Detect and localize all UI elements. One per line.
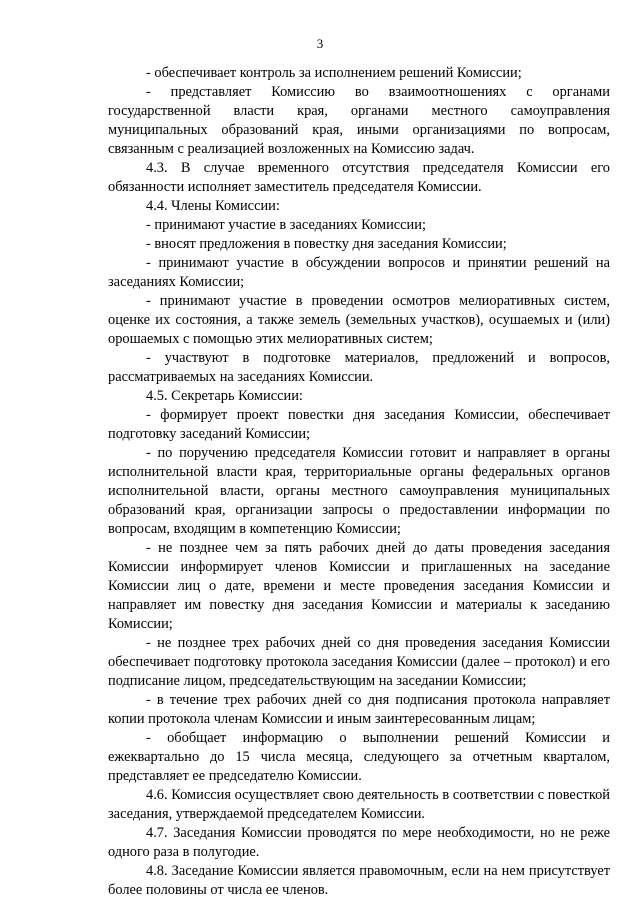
paragraph: 4.3. В случае временного отсутствия председателя Комиссии его обязанности исполняет заместитель председателя Комиссии. — [108, 160, 610, 195]
paragraph: - не позднее трех рабочих дней со дня проведения заседания Комиссии обеспечивает подготовку протокола заседания Комиссии (далее – протокол) и его подписание лицом, председательствующим на заседании Комиссии; — [108, 635, 610, 689]
paragraph: 4.8. Заседание Комиссии является правомочным, если на нем присутствует более половины от числа ее членов. — [108, 863, 610, 898]
paragraph: 4.7. Заседания Комиссии проводятся по мере необходимости, но не реже одного раза в полугодие. — [108, 825, 610, 860]
paragraph: - не позднее чем за пять рабочих дней до даты проведения заседания Комиссии информирует членов Комиссии и приглашенных на заседание Комиссии лиц о дате, времени и месте проведения заседания Комиссии и направляет им повестку дня заседания Комиссии и материалы к заседанию Комиссии; — [108, 540, 610, 632]
paragraph: - в течение трех рабочих дней со дня подписания протокола направляет копии протокола членам Комиссии и иным заинтересованным лицам; — [108, 692, 610, 727]
paragraph: - участвуют в подготовке материалов, предложений и вопросов, рассматриваемых на заседаниях Комиссии. — [108, 350, 610, 385]
paragraph: 4.6. Комиссия осуществляет свою деятельность в соответствии с повесткой заседания, утверждаемой председателем Комиссии. — [108, 787, 610, 822]
paragraph: - вносят предложения в повестку дня заседания Комиссии; — [146, 236, 507, 252]
paragraph: - по поручению председателя Комиссии готовит и направляет в органы исполнительной власти края, территориальные органы федеральных органов исполнительной власти, органы местного самоуправления муниципальных образований края, организации запросы о предоставлении информации по вопросам, входящим в компетенцию Комиссии; — [108, 445, 610, 537]
paragraph: - принимают участие в заседаниях Комиссии; — [146, 217, 426, 233]
paragraph: 4.4. Члены Комиссии: — [146, 198, 280, 214]
paragraph: - обобщает информацию о выполнении решений Комиссии и ежеквартально до 15 числа месяца, следующего за отчетным кварталом, представляет ее председателю Комиссии. — [108, 730, 610, 784]
paragraph: - обеспечивает контроль за исполнением решений Комиссии; — [146, 65, 522, 81]
paragraph: - принимают участие в проведении осмотров мелиоративных систем, оценке их состояния, а также земель (земельных участков), осушаемых и (или) орошаемых с помощью этих мелиоративных систем; — [108, 293, 610, 347]
document-body — [108, 64, 610, 900]
page-number: 3 — [316, 36, 324, 51]
paragraph: 4.5. Секретарь Комиссии: — [146, 388, 303, 404]
paragraph: - формирует проект повестки дня заседания Комиссии, обеспечивает подготовку заседаний Комиссии; — [108, 407, 610, 442]
paragraph: - принимают участие в обсуждении вопросов и принятии решений на заседаниях Комиссии; — [108, 255, 610, 290]
paragraph: - представляет Комиссию во взаимоотношениях с органами государственной власти края, органами местного самоуправления муниципальных образований края, иными организациями по вопросам, связанным с реализацией возложенных на Комиссию задач. — [108, 84, 610, 157]
